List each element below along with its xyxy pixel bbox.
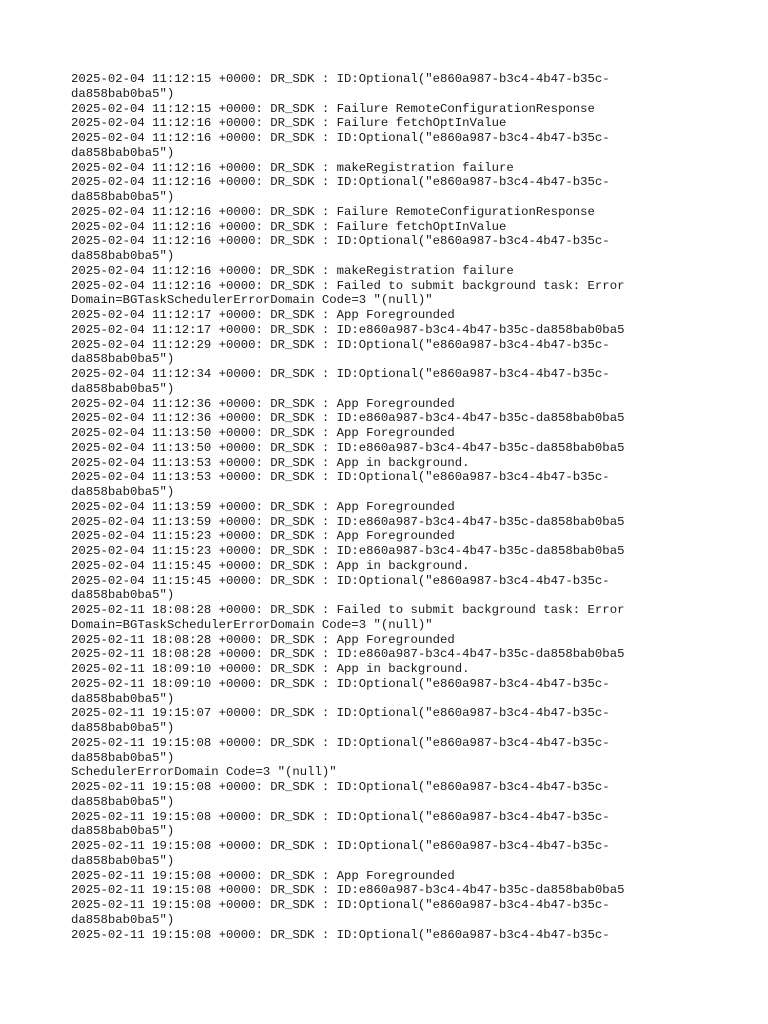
log-line: Domain=BGTaskSchedulerErrorDomain Code=3 "(null)" [71, 293, 433, 308]
log-line: 2025-02-04 11:12:16 +0000: DR_SDK : ID:Optional("e860a987-b3c4-4b47-b35c- [71, 234, 610, 249]
log-line: 2025-02-04 11:12:15 +0000: DR_SDK : ID:Optional("e860a987-b3c4-4b47-b35c- [71, 72, 610, 86]
log-line: 2025-02-04 11:13:53 +0000: DR_SDK : App in background. [71, 455, 470, 470]
log-line: da858bab0ba5") [71, 721, 175, 735]
log-line: 2025-02-04 11:12:16 +0000: DR_SDK : Failure RemoteConfigurationResponse [71, 204, 595, 219]
log-line: 2025-02-11 18:08:28 +0000: DR_SDK : ID:e860a987-b3c4-4b47-b35c-da858bab0ba5 [71, 647, 625, 662]
log-line: 2025-02-11 18:09:10 +0000: DR_SDK : ID:Optional("e860a987-b3c4-4b47-b35c- [71, 676, 610, 691]
log-line: 2025-02-04 11:12:17 +0000: DR_SDK : ID:e860a987-b3c4-4b47-b35c-da858bab0ba5 [71, 322, 625, 337]
log-line: 2025-02-04 11:12:16 +0000: DR_SDK : ID:Optional("e860a987-b3c4-4b47-b35c- [71, 131, 610, 145]
log-line: da858bab0ba5") [71, 794, 175, 809]
log-line: da858bab0ba5") [71, 190, 175, 204]
log-line: 2025-02-04 11:12:16 +0000: DR_SDK : Failure fetchOptInValue [71, 219, 507, 234]
log-line: Domain=BGTaskSchedulerErrorDomain Code=3 "(null)" [71, 617, 433, 632]
log-line: da858bab0ba5") [71, 691, 175, 706]
log-line: 2025-02-04 11:12:16 +0000: DR_SDK : ID:Optional("e860a987-b3c4-4b47-b35c- [71, 175, 610, 190]
log-line: 2025-02-04 11:13:50 +0000: DR_SDK : ID:e860a987-b3c4-4b47-b35c-da858bab0ba5 [71, 440, 625, 455]
log-line: 2025-02-11 19:15:08 +0000: DR_SDK : ID:Optional("e860a987-b3c4-4b47-b35c- [71, 780, 610, 794]
log-line: da858bab0ba5") [71, 824, 175, 839]
log-line: 2025-02-11 18:08:28 +0000: DR_SDK : App Foregrounded [71, 632, 455, 647]
log-line: 2025-02-11 19:15:08 +0000: DR_SDK : ID:Optional("e860a987-b3c4-4b47-b35c- [71, 839, 610, 853]
log-line: 2025-02-04 11:13:50 +0000: DR_SDK : App Foregrounded [71, 426, 455, 440]
log-line: 2025-02-11 18:08:28 +0000: DR_SDK : Failed to submit background task: Error [71, 603, 625, 617]
log-line: 2025-02-04 11:12:17 +0000: DR_SDK : App Foregrounded [71, 308, 455, 322]
log-line: SchedulerErrorDomain Code=3 "(null)" [71, 765, 337, 780]
log-line: 2025-02-04 11:12:16 +0000: DR_SDK : makeRegistration failure [71, 160, 514, 175]
log-line: 2025-02-04 11:12:29 +0000: DR_SDK : ID:Optional("e860a987-b3c4-4b47-b35c- [71, 337, 610, 352]
log-line: da858bab0ba5") [71, 86, 175, 101]
log-line: da858bab0ba5") [71, 381, 175, 396]
log-line: 2025-02-04 11:15:23 +0000: DR_SDK : ID:e860a987-b3c4-4b47-b35c-da858bab0ba5 [71, 544, 625, 558]
log-line: 2025-02-04 11:13:53 +0000: DR_SDK : ID:Optional("e860a987-b3c4-4b47-b35c- [71, 470, 610, 485]
log-line: 2025-02-04 11:12:16 +0000: DR_SDK : Failure fetchOptInValue [71, 116, 507, 131]
log-line: 2025-02-04 11:12:15 +0000: DR_SDK : Failure RemoteConfigurationResponse [71, 101, 595, 116]
log-line: da858bab0ba5") [71, 249, 175, 263]
log-text-block [71, 72, 671, 942]
log-line: 2025-02-04 11:12:34 +0000: DR_SDK : ID:Optional("e860a987-b3c4-4b47-b35c- [71, 367, 610, 381]
log-line: 2025-02-11 19:15:08 +0000: DR_SDK : ID:Optional("e860a987-b3c4-4b47-b35c- [71, 927, 610, 942]
log-line: 2025-02-04 11:12:16 +0000: DR_SDK : makeRegistration failure [71, 263, 514, 278]
log-line: 2025-02-04 11:15:45 +0000: DR_SDK : App in background. [71, 558, 470, 573]
log-line: 2025-02-04 11:12:36 +0000: DR_SDK : ID:e860a987-b3c4-4b47-b35c-da858bab0ba5 [71, 411, 625, 426]
log-line: 2025-02-04 11:12:16 +0000: DR_SDK : Failed to submit background task: Error [71, 278, 625, 293]
log-line: da858bab0ba5") [71, 352, 175, 367]
log-line: 2025-02-04 11:13:59 +0000: DR_SDK : App Foregrounded [71, 499, 455, 514]
log-line: 2025-02-11 19:15:08 +0000: DR_SDK : App Foregrounded [71, 868, 455, 883]
log-line: da858bab0ba5") [71, 853, 175, 868]
log-line: 2025-02-11 19:15:08 +0000: DR_SDK : ID:Optional("e860a987-b3c4-4b47-b35c- [71, 898, 610, 912]
log-line: 2025-02-04 11:15:23 +0000: DR_SDK : App Foregrounded [71, 529, 455, 544]
log-line: 2025-02-04 11:12:36 +0000: DR_SDK : App Foregrounded [71, 396, 455, 411]
log-line: 2025-02-04 11:15:45 +0000: DR_SDK : ID:Optional("e860a987-b3c4-4b47-b35c- [71, 573, 610, 588]
log-line: 2025-02-11 19:15:08 +0000: DR_SDK : ID:Optional("e860a987-b3c4-4b47-b35c- [71, 809, 610, 824]
log-line: 2025-02-04 11:13:59 +0000: DR_SDK : ID:e860a987-b3c4-4b47-b35c-da858bab0ba5 [71, 514, 625, 529]
log-line: da858bab0ba5") [71, 588, 175, 603]
log-line: 2025-02-11 18:09:10 +0000: DR_SDK : App in background. [71, 662, 470, 676]
log-line: da858bab0ba5") [71, 750, 175, 765]
log-line: 2025-02-11 19:15:08 +0000: DR_SDK : ID:e860a987-b3c4-4b47-b35c-da858bab0ba5 [71, 883, 625, 898]
log-line: da858bab0ba5") [71, 485, 175, 499]
log-line: da858bab0ba5") [71, 912, 175, 927]
log-line: da858bab0ba5") [71, 145, 175, 160]
log-line: 2025-02-11 19:15:07 +0000: DR_SDK : ID:Optional("e860a987-b3c4-4b47-b35c- [71, 706, 610, 721]
log-line: 2025-02-11 19:15:08 +0000: DR_SDK : ID:Optional("e860a987-b3c4-4b47-b35c- [71, 735, 610, 750]
